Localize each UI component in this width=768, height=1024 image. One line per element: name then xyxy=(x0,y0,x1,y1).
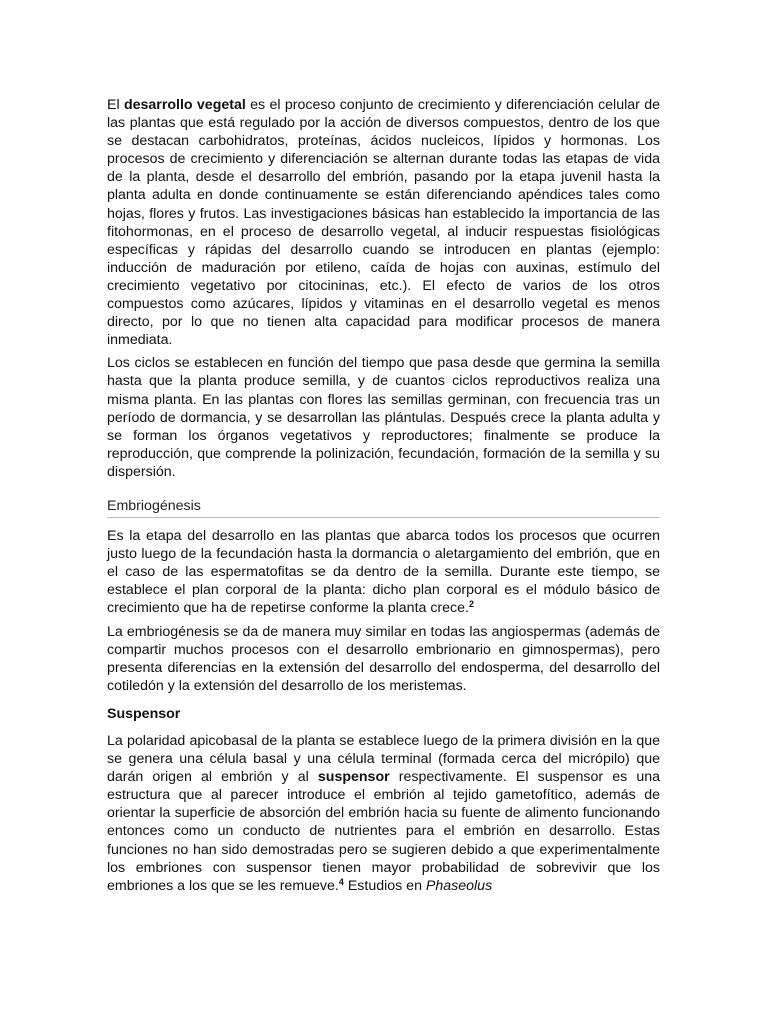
subheading-suspensor: Suspensor xyxy=(107,705,181,722)
document-page xyxy=(107,96,660,895)
intro-text-start: El xyxy=(107,97,124,113)
intro-paragraph-1 xyxy=(107,96,660,349)
suspensor-paragraph-1 xyxy=(107,732,660,895)
embriogenesis-text: Es la etapa del desarrollo en las plantas que abarca todos los procesos que ocurren justo luego de la fecundación hasta la dormancia o aletargamiento del embrión, que en el caso de las espermatofitas se da dentro de la semilla. Durante este tiempo, se establece el plan corporal de la planta: dicho plan corporal es el módulo básico de crecimiento que ha de repetirse conforme la planta crece. xyxy=(107,528,660,617)
term-desarrollo-vegetal: desarrollo vegetal xyxy=(123,97,246,113)
term-phaseolus: Phaseolus xyxy=(425,877,493,894)
term-suspensor: suspensor xyxy=(317,769,390,786)
embriogenesis-paragraph-2: La embriogénesis se da de manera muy similar en todas las angiospermas (además de compartir muchos procesos con el desarrollo embrionario en gimnospermas), pero presenta diferencias en la extensión del desarrollo del endosperma, del desarrollo del cotiledón y la extensión del desarrollo de los meristemas. xyxy=(107,623,660,694)
intro-paragraph-2: Los ciclos se establecen en función del tiempo que pasa desde que germina la semilla hasta que la planta produce semilla, y de cuantos ciclos reproductivos realiza una misma planta. En las plantas con flores las semillas germinan, con frecuencia tras un período de dormancia, y se desarrollan las plántulas. Después crece la planta adulta y se forman los órganos vegetativos y reproductores; finalmente se produce la reproducción, que comprende la polinización, fecundación, formación de la semilla y su dispersión. xyxy=(107,355,660,480)
footnote-ref: 2 xyxy=(468,599,474,610)
suspensor-text-start: La polaridad apicobasal de la planta se establece luego de la primera división en la que se genera una célula basal y una célula terminal (formada cerca del micrópilo) que darán origen al embrión y al xyxy=(107,733,660,786)
footnote-ref: 4 xyxy=(338,876,344,887)
suspensor-text-middle: respectivamente. El suspensor es una estructura que al parecer introduce el embrión al tejido gametofítico, además de orientar la superficie de absorción del embrión hacia su fuente de alimento funcionando entonces como un conducto de nutrientes para el embrión en desarrollo. Estas funciones no han sido demostradas pero se sugieren debido a que experimentalmente los embriones con suspensor tienen mayor probabilidad de sobrevivir que los embriones a los que se les remueve. xyxy=(107,769,660,894)
suspensor-text-end: Estudios en xyxy=(343,877,426,894)
embriogenesis-paragraph-1 xyxy=(107,527,660,617)
intro-text-rest: es el proceso conjunto de crecimiento y diferenciación celular de las plantas que está regulado por la acción de diversos compuestos, dentro de los que se destacan carbohidratos, proteínas, ácidos nucleicos, lípidos y hormonas. Los procesos de crecimiento y diferenciación se alternan durante todas las etapas de vida de la planta, desde el desarrollo del embrión, pasando por la etapa juvenil hasta la planta adulta en donde continuamente se están diferenciando apéndices tales como hojas, flores y frutos. Las investigaciones básicas han establecido la importancia de las fitohormonas, en el proceso de desarrollo vegetal, al inducir respuestas fisiológicas específicas y rápidas del desarrollo cuando se introducen en plantas (ejemplo: inducción de maduración por etileno, caída de hojas con auxinas, estímulo del crecimiento vegetativo por citocininas, etc.). El efecto de varios de los otros compuestos como azúcares, lípidos y vitaminas en el desarrollo vegetal es menos directo, por lo que no tienen alta capacidad para modificar procesos de manera inmediata. xyxy=(107,97,660,349)
section-heading-embriogenesis: Embriogénesis xyxy=(107,497,660,518)
